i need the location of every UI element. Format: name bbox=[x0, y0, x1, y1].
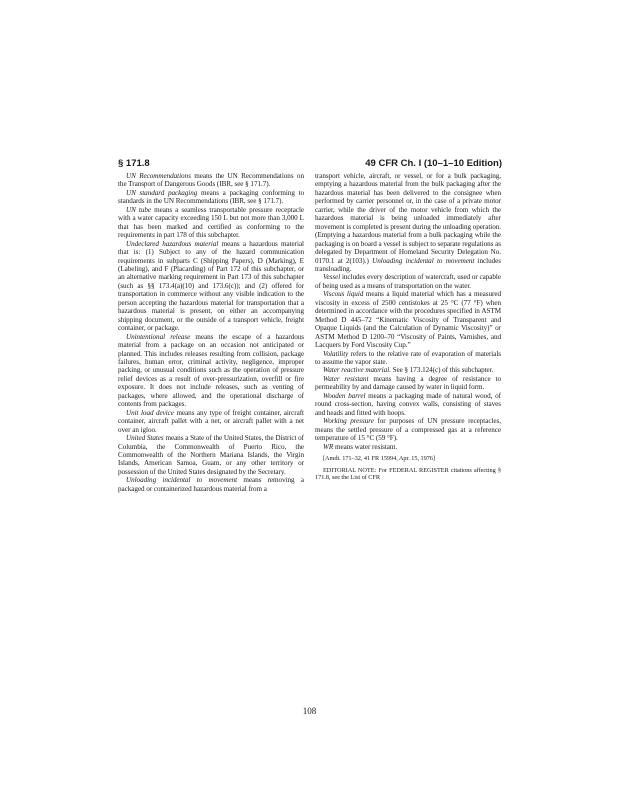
definition-text: means the UN Recommendations on the Transport of Dangerous Goods (IBR, see § 171.7). bbox=[118, 172, 304, 189]
defined-term: Wooden barrel bbox=[323, 391, 366, 400]
definition-paragraph bbox=[315, 417, 501, 442]
defined-term: UN tube bbox=[126, 205, 151, 214]
definition-text: includes every description of watercraft, used or capable of being used as a means of transportation on the water. bbox=[315, 273, 501, 290]
definition-text: means any type of freight container, aircraft container, aircraft pallet with a net, or aircraft pallet with a net over an igloo. bbox=[118, 408, 304, 434]
defined-term: UN standard packaging bbox=[126, 188, 198, 197]
definition-paragraph bbox=[315, 290, 501, 349]
definition-paragraph bbox=[118, 476, 304, 493]
definition-text: includes transloading. bbox=[315, 256, 501, 273]
definition-text: means a hazardous material that is: (1) Subject to any of the hazard communication requirements in subparts C (Shipping Papers), D (Marking), E (Labeling), and F (Placarding) of Part 172 of this subchapter, or an alternative marking requirement in Part 173 of this subchapter (such as §§ 173.4(a)(10) and 173.6(c)); and (2) offered for transportation in commerce without any visible indication to the person accepting the hazardous material for transportation that a hazardous material is present, on either an accompanying shipping document, or the outside of a transport vehicle, freight container, or package. bbox=[118, 239, 304, 333]
definition-paragraph bbox=[315, 366, 501, 374]
definition-text: means a packaging made of natural wood, of round cross-section, having convex walls, consisting of staves and heads and fitted with hoops. bbox=[315, 391, 501, 417]
defined-term: UN Recommendations bbox=[126, 172, 191, 180]
defined-term: United States bbox=[126, 434, 164, 443]
definition-paragraph bbox=[315, 392, 501, 417]
left-column bbox=[118, 172, 304, 493]
definition-paragraph bbox=[118, 189, 304, 206]
defined-term: Unloading incidental to movement bbox=[372, 256, 475, 265]
cfr-title: 49 CFR Ch. I (10–1–10 Edition) bbox=[365, 158, 502, 169]
source-note: [Amdt. 171–32, 41 FR 15994, Apr. 15, 1976] bbox=[323, 454, 435, 462]
definition-text: means having a degree of resistance to permeability by and damage caused by water in liquid form. bbox=[315, 374, 501, 392]
defined-term: Unloading incidental to movement bbox=[126, 476, 238, 485]
defined-term: Volatility bbox=[323, 349, 349, 358]
section-number: § 171.8 bbox=[118, 158, 150, 169]
definition-text: means the escape of a hazardous material from a package on an occasion not anticipated or planned. This includes releases resulting from collision, package failures, human error, criminal activity, negligence, improper packing, or unusual conditions such as the operation of pressure relief devices as a result of over-pressurization, overfill or fire exposure. It does not include releases, such as venting of packages, where allowed, and the operational discharge of contents from packages. bbox=[118, 332, 304, 409]
definition-text: means a State of the United States, the District of Columbia, the Commonwealth of Puerto Rico, the Commonwealth of the Northern Mariana Islands, the Virgin Islands, American Samoa, Guam, or any other territory or possession of the United States designated by the Secretary. bbox=[118, 434, 304, 476]
defined-term: Vessel bbox=[323, 273, 341, 282]
definition-paragraph bbox=[118, 409, 304, 434]
defined-term: Working pressure bbox=[323, 417, 374, 426]
defined-term: WR bbox=[323, 442, 334, 451]
definition-text: means a packaging conforming to standards in the UN Recommendations (IBR, see § 171.7). bbox=[118, 188, 305, 206]
definition-text: for purposes of UN pressure receptacles, means the settled pressure of a compressed gas at a reference temperature of 15 °C (59 °F). bbox=[315, 417, 501, 443]
defined-term: Unit load device bbox=[126, 408, 174, 417]
definition-paragraph bbox=[118, 206, 304, 240]
definition-paragraph bbox=[118, 333, 304, 409]
page-number: 108 bbox=[302, 706, 317, 716]
defined-term: Water resistant bbox=[323, 374, 369, 383]
defined-term: Water reactive material. bbox=[323, 366, 391, 375]
definition-text: means a liquid material which has a measured viscosity in excess of 2500 centistokes at 25 °C (77 °F) when determined in accordance with the procedures specified in ASTM Method D 445–72 “Kinematic Viscosity of Transparent and Opaque Liquids (and the Calculation of Dynamic Viscosity)” or ASTM Method D 1200–70 “Viscosity of Paints, Varnishes, and Lacquers by Ford Viscosity Cup.” bbox=[315, 290, 501, 350]
definition-paragraph bbox=[315, 375, 501, 392]
definition-text: means water resistant. bbox=[333, 442, 398, 451]
definition-text: means removing a packaged or containerized hazardous material from a bbox=[118, 476, 304, 493]
definition-text: means a seamless transportable pressure receptacle with a water capacity exceeding 150 L but not more than 3,000 L that has been marked and certified as conforming to the requirements in part 178 of this subchapter. bbox=[118, 205, 304, 240]
definition-text: transport vehicle, aircraft, or vessel, or for a bulk packaging, emptying a hazardous material from the bulk packaging after the hazardous material has been delivered to the consignee when performed by carrier personnel or, in the case of a private motor carrier, while the driver of the motor vehicle from which the hazardous material is being unloaded immediately after movement is completed is present during the unloading operation. (Emptying a hazardous material from a bulk packaging while the packaging is on board a vessel is subject to separate regulations as delegated by Department of Homeland Security Delegation No. 0170.1 at 2(103).) bbox=[315, 172, 501, 265]
running-header bbox=[118, 158, 502, 169]
definition-text: See § 173.124(c) of this subchapter. bbox=[390, 366, 494, 375]
definition-paragraph bbox=[118, 172, 304, 189]
definition-paragraph bbox=[315, 273, 501, 290]
defined-term: Viscous liquid bbox=[323, 290, 364, 299]
definition-paragraph bbox=[315, 443, 501, 451]
defined-term: Unintentional release bbox=[126, 332, 191, 341]
definition-paragraph bbox=[315, 350, 501, 367]
definition-paragraph bbox=[118, 434, 304, 476]
editorial-note: EDITORIAL NOTE: For FEDERAL REGISTER citations affecting § 171.8, see the List of CFR bbox=[315, 466, 501, 482]
defined-term: Undeclared hazardous material bbox=[126, 239, 219, 248]
definition-continuation bbox=[315, 172, 501, 273]
right-column bbox=[315, 172, 501, 482]
definition-paragraph bbox=[118, 240, 304, 333]
definition-text: refers to the relative rate of evaporation of materials to assume the vapor state. bbox=[315, 349, 501, 366]
